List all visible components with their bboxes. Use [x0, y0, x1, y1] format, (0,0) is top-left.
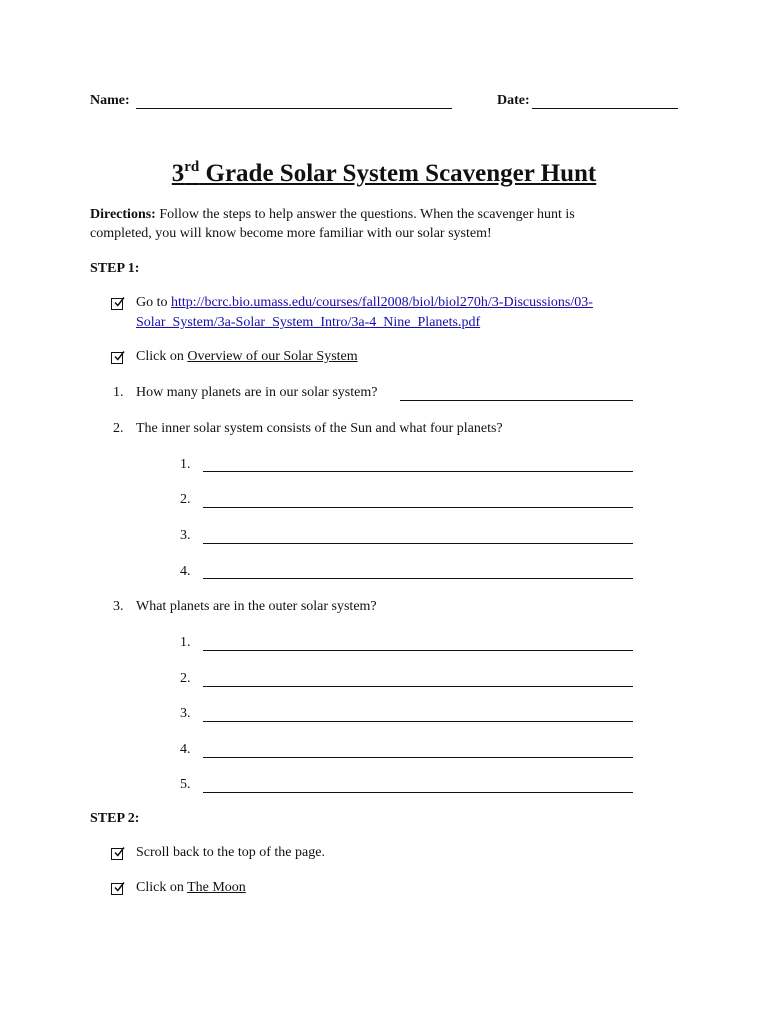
- url-link-line1[interactable]: http://bcrc.bio.umass.edu/courses/fall2008/biol/biol270h/3-Discussions/03-: [171, 295, 593, 310]
- date-blank[interactable]: [532, 94, 678, 109]
- blank-number: 4.: [180, 742, 191, 757]
- question-number: 3.: [113, 599, 124, 614]
- answer-line[interactable]: [203, 507, 633, 508]
- answer-line[interactable]: [203, 543, 633, 544]
- answer-line[interactable]: [203, 792, 633, 793]
- question-text: How many planets are in our solar system?: [136, 385, 378, 400]
- scroll-instruction: Scroll back to the top of the page.: [136, 845, 325, 860]
- answer-line[interactable]: [203, 686, 633, 687]
- name-blank[interactable]: [136, 94, 452, 109]
- checkbox-icon[interactable]: [111, 883, 123, 895]
- blank-number: 3.: [180, 706, 191, 721]
- title-superscript: rd: [184, 159, 200, 175]
- click-prefix: Click on: [136, 349, 184, 364]
- goto-line: [136, 295, 593, 311]
- directions-text: Follow the steps to help answer the questions. When the scavenger hunt is completed, you will know become more familiar with our solar system!: [90, 207, 575, 241]
- blank-number: 1.: [180, 635, 191, 650]
- overview-link[interactable]: Overview of our Solar System: [187, 349, 358, 364]
- question-text: What planets are in the outer solar system?: [136, 599, 377, 614]
- blank-number: 1.: [180, 457, 191, 472]
- question-number: 2.: [113, 421, 124, 436]
- blank-number: 5.: [180, 777, 191, 792]
- goto-prefix: Go to: [136, 295, 168, 310]
- question-text: The inner solar system consists of the Sun and what four planets?: [136, 421, 503, 436]
- blank-number: 2.: [180, 671, 191, 686]
- question-number: 1.: [113, 385, 124, 400]
- answer-line[interactable]: [400, 400, 633, 401]
- checkbox-icon[interactable]: [111, 298, 123, 310]
- page-title: [0, 160, 768, 188]
- blank-number: 4.: [180, 564, 191, 579]
- moon-link[interactable]: The Moon: [187, 880, 246, 895]
- answer-line[interactable]: [203, 721, 633, 722]
- date-label: Date:: [497, 93, 530, 108]
- checkbox-icon[interactable]: [111, 848, 123, 860]
- name-label: Name:: [90, 93, 130, 108]
- step1-label: STEP 1:: [90, 261, 140, 276]
- step2-label: STEP 2:: [90, 811, 140, 826]
- title-number: 3: [171, 160, 185, 187]
- answer-line[interactable]: [203, 578, 633, 579]
- checkbox-icon[interactable]: [111, 352, 123, 364]
- blank-number: 3.: [180, 528, 191, 543]
- click-overview-line: [136, 349, 358, 365]
- answer-line[interactable]: [203, 650, 633, 651]
- blank-number: 2.: [180, 492, 191, 507]
- directions-label: Directions:: [90, 207, 156, 222]
- title-text: Grade Solar System Scavenger Hunt: [205, 160, 597, 187]
- url-link-line2[interactable]: Solar_System/3a-Solar_System_Intro/3a-4_Nine_Planets.pdf: [136, 315, 481, 330]
- click-prefix: Click on: [136, 880, 184, 895]
- click-moon-line: [136, 880, 246, 896]
- directions-paragraph: [90, 205, 630, 243]
- answer-line[interactable]: [203, 757, 633, 758]
- answer-line[interactable]: [203, 471, 633, 472]
